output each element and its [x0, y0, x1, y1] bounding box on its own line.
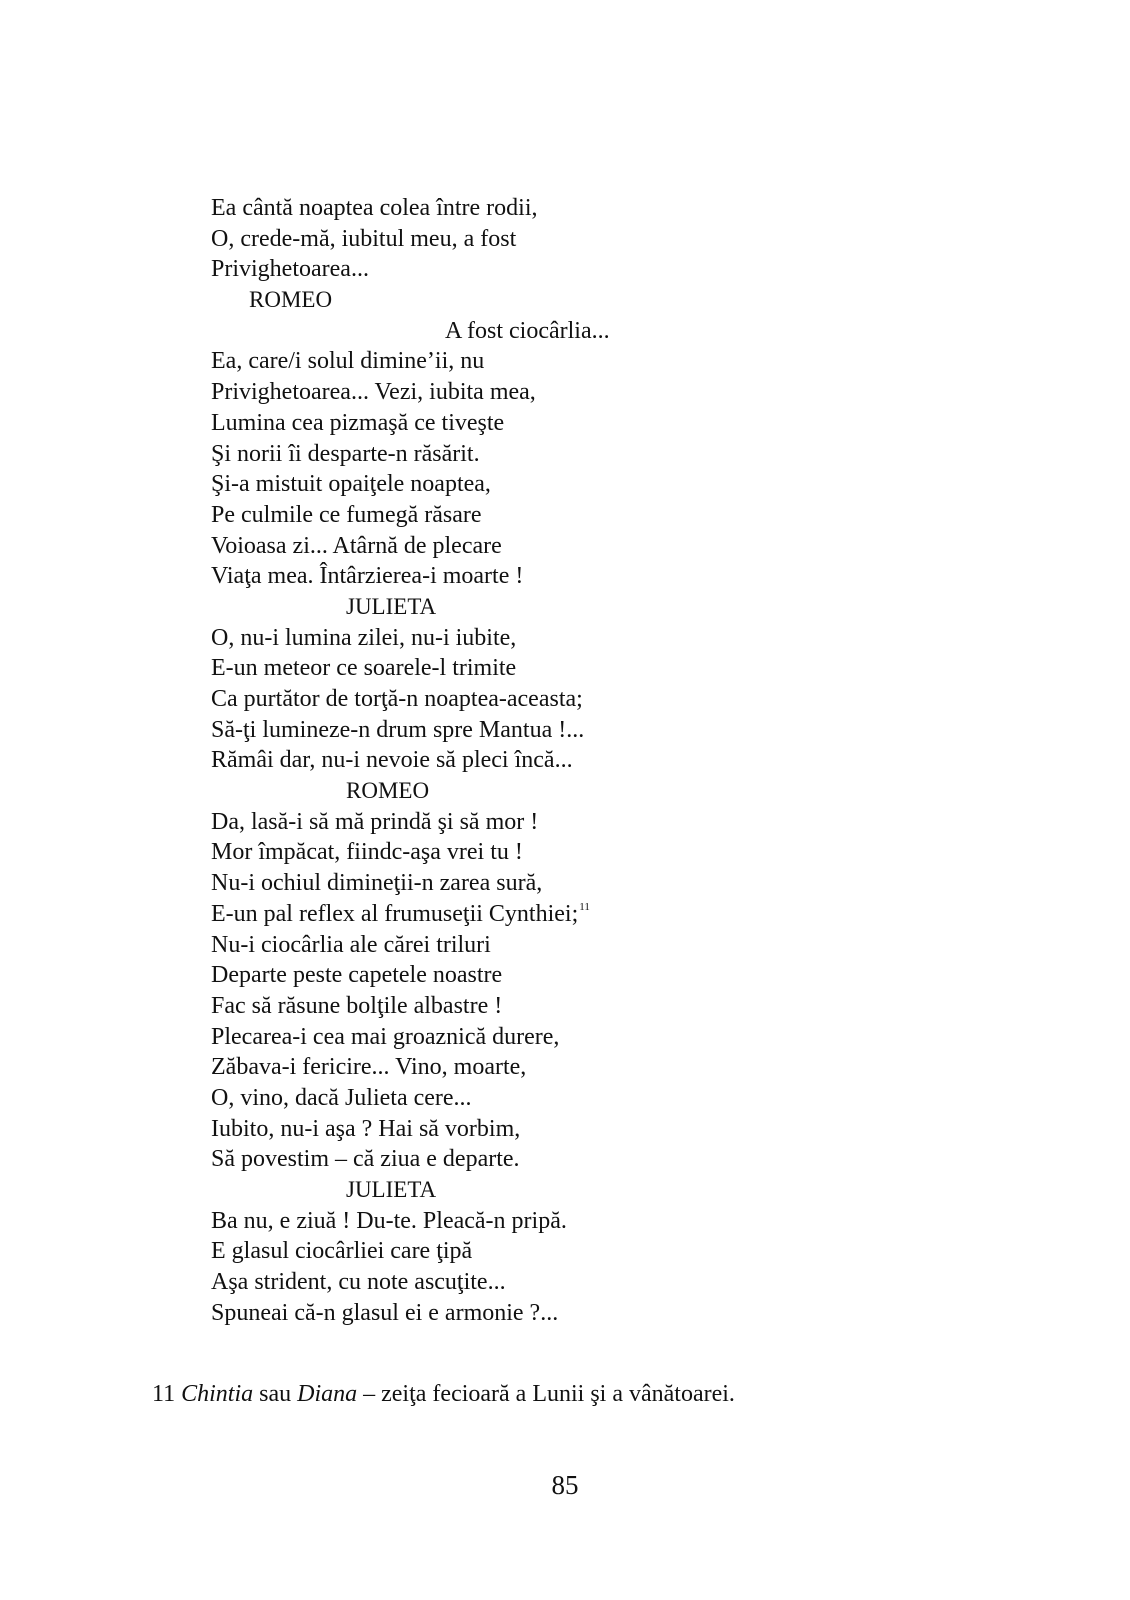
verse-line: O, nu-i lumina zilei, nu-i iubite,	[211, 624, 517, 651]
page-number: 85	[551, 1470, 579, 1500]
verse-line: Nu-i ochiul dimineţii-n zarea sură,	[211, 870, 543, 897]
footnote-text: – zeiţa fecioară a Lunii şi a vânătoarei.	[357, 1381, 735, 1407]
verse-line: Plecarea-i cea mai groaznică durere,	[211, 1023, 560, 1050]
verse-line: Mor împăcat, fiindc-aşa vrei tu !	[211, 839, 523, 866]
verse-line: Rămâi dar, nu-i nevoie să pleci încă...	[211, 747, 573, 774]
verse-line: Şi-a mistuit opaiţele noaptea,	[211, 471, 491, 498]
verse-line-with-footnote	[211, 899, 971, 930]
verse-line: Spuneai că-n glasul ei e armonie ?...	[211, 1299, 559, 1326]
verse-line: Fac să răsune bolţile albastre !	[211, 992, 503, 1019]
verse-line: O, crede-mă, iubitul meu, a fost	[211, 225, 517, 252]
footnote-term: Diana	[297, 1381, 358, 1407]
verse-line: Aşa strident, cu note ascuţite...	[211, 1269, 506, 1296]
verse-line-text: E-un pal reflex al frumuseţii Cynthiei;	[211, 900, 579, 927]
verse-line: Departe peste capetele noastre	[211, 962, 503, 989]
footnote-term: Chintia	[181, 1381, 254, 1407]
verse-line: Privighetoarea... Vezi, iubita mea,	[211, 379, 536, 406]
verse-line: Să povestim – că ziua e departe.	[211, 1146, 520, 1173]
footnote	[152, 1379, 735, 1409]
verse-line: Zăbava-i fericire... Vino, moarte,	[211, 1054, 527, 1081]
verse-line: Şi norii îi desparte-n răsărit.	[211, 440, 480, 467]
verse-line: Ba nu, e ziuă ! Du-te. Pleacă-n pripă.	[211, 1207, 567, 1234]
verse-line: Viaţa mea. Întârzierea-i moarte !	[211, 563, 524, 590]
verse-line: Da, lasă-i să mă prindă şi să mor !	[211, 808, 539, 835]
verse-line: A fost ciocârlia...	[445, 317, 610, 344]
footnote-text: sau	[253, 1381, 298, 1407]
speaker-name: ROMEO	[249, 287, 333, 313]
verse-line: Voioasa zi... Atârnă de plecare	[211, 532, 502, 559]
speaker-name: ROMEO	[346, 778, 430, 804]
verse-line: Ea, care/i solul dimine’ii, nu	[211, 348, 485, 375]
footnote-reference: 11	[579, 900, 590, 913]
verse-line: Lumina cea pizmaşă ce tiveşte	[211, 409, 505, 436]
verse-line: O, vino, dacă Julieta cere...	[211, 1084, 472, 1111]
verse-line: Ea cântă noaptea colea între rodii,	[211, 195, 538, 221]
verse-block	[211, 193, 971, 1328]
verse-line: E glasul ciocârliei care ţipă	[211, 1238, 473, 1265]
verse-line: Privighetoarea...	[211, 256, 369, 283]
verse-line: Ca purtător de torţă-n noaptea-aceasta;	[211, 686, 583, 712]
verse-line: Iubito, nu-i aşa ? Hai să vorbim,	[211, 1115, 521, 1142]
speaker-name: JULIETA	[346, 1177, 437, 1202]
verse-line: Pe culmile ce fumegă răsare	[211, 501, 482, 528]
verse-line: E-un meteor ce soarele-l trimite	[211, 655, 517, 682]
footnote-number: 11	[152, 1381, 176, 1407]
verse-line: Nu-i ciocârlia ale cărei triluri	[211, 931, 491, 958]
speaker-name: JULIETA	[346, 593, 437, 619]
verse-line: Să-ţi lumineze-n drum spre Mantua !...	[211, 716, 585, 743]
